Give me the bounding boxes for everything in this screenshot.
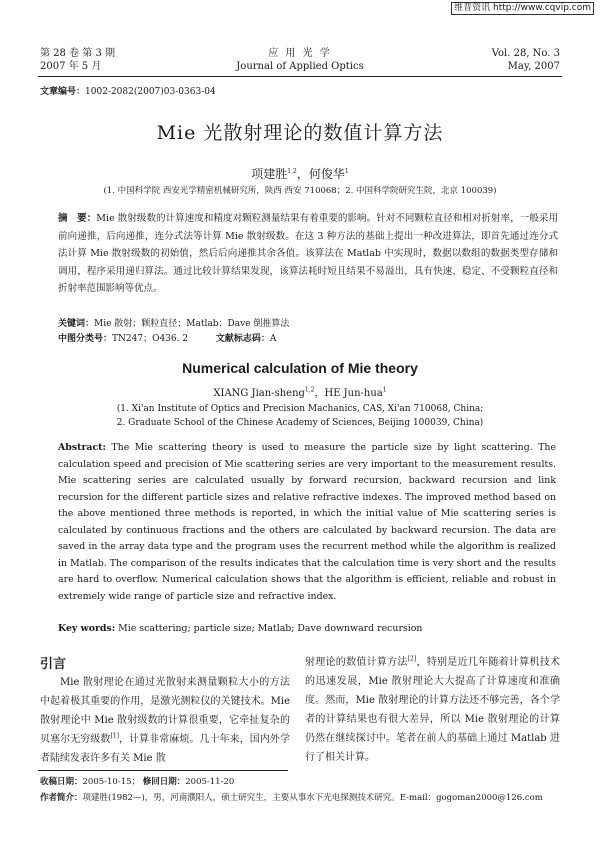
- bio-text: 项建胜(1982—)，男，河南濮阳人，硕士研究生，主要从事水下光电探测技术研究。E-mail：gogoman2000@126.com: [82, 793, 543, 803]
- abstract-cn-text: Mie 散射级数的计算速度和精度对颗粒测量结果有着重要的影响。针对不同颗粒直径和相对折射率，一般采用前向递推，后向递推，连分式法等计算 Mie 散射级数。在这 3 种方法的基础上提出一种改进算法，即首先通过连分式法计算 Mie 散射级数的初始值，然后后向递推其余各值。该算法在 Matlab 中实现时，数据以数组的数据类型存储和调用，程序采用递归算法。通过比较计算结果发现，该算法耗时短且结果不易溢出，具有快速、稳定、不受颗粒直径和折射率范围影响等优点。: [58, 213, 558, 294]
- author-separator: ，: [296, 167, 309, 181]
- intro-text: ，特别是近几年随着计算机技术的迅速发展，Mie 散射理论大大提高了计算速度和准确度。然而，Mie 散射理论的计算方法还不够完善，各个学者的计算结果也有很大差异，所以 Mie 散射理论的计算仍然在继续探讨中。笔者在前人的基础上通过 Matlab 进行了相关计算。: [305, 657, 561, 763]
- keywords-en: [58, 623, 556, 634]
- article-number-label: 文章编号：: [40, 87, 86, 97]
- affiliation-en-line: (1. Xi'an Institute of Optics and Precision Machanics, CAS, Xi'an 710068, China;: [116, 404, 484, 414]
- doc-code-label: 文献标志码：: [215, 334, 270, 344]
- journal-issue-info-en: [492, 47, 560, 73]
- keywords-cn-text: Mie 散射；颗粒直径；Matlab；Dave 倒推算法: [94, 319, 290, 329]
- clc-value: TN247；O436. 2: [112, 334, 189, 344]
- doc-code-value: A: [269, 334, 277, 344]
- authors-cn: [0, 165, 600, 182]
- abstract-en-label: Abstract:: [58, 442, 106, 453]
- intro-text: Mie 散射理论在通过光散射来测量颗粒大小的方法中起着极其重要的作用，是激光测粒仪的关键技术。Mie 散射理论中 Mie 散射级数的计算很重要，它牵扯复杂的贝塞尔无穷级数: [40, 677, 290, 745]
- affiliation-en-line: 2. Graduate School of the Chinese Academy of Sciences, Beijing 100039, China): [116, 418, 484, 428]
- intro-left-column: [40, 673, 290, 768]
- abstract-cn-label: 摘 要：: [58, 213, 97, 224]
- affiliation-en: [0, 402, 600, 430]
- date-cn: 2007 年 5 月: [40, 61, 102, 72]
- intro-right-column: [305, 653, 560, 767]
- date-en: May, 2007: [507, 61, 560, 72]
- abstract-cn: [58, 210, 558, 298]
- intro-text: 射理论的数值计算方法: [305, 657, 408, 668]
- journal-name-en: Journal of Applied Optics: [236, 61, 364, 72]
- author-name: 何俊华: [308, 167, 345, 181]
- abstract-en-text: The Mie scattering theory is used to measure the particle size by light scattering. The calculation speed and precision of Mie scattering series are very important to the measurement results. Mie scattering series are calculated usually by forward recursion, backward recursion and link recursion for the different particle sizes and relative refractive indexes. The improved method based on the above mentioned three methods is reported, in which the initial value of Mie scattering series is calculated by continuous fractions and the others are calculated by backward recursion. The data are saved in the array data type and the program uses the recurrent method while the algorithm is realized in Matlab. The comparison of the results indicates that the calculation time is very short and the results are hard to overflow. Numerical calculation shows that the algorithm is efficient, reliable and robust in extremely wide range of particle size and refractive index.: [58, 442, 556, 602]
- author-affil-mark: 1: [344, 168, 349, 175]
- received-dates: [40, 774, 234, 790]
- clc-label: 中图分类号：: [58, 334, 113, 344]
- author-affil-mark: 1: [382, 386, 387, 394]
- author-bio: [40, 790, 562, 806]
- author-name: XIANG Jian-sheng: [213, 388, 305, 399]
- header-rule: [38, 76, 562, 77]
- received-label: 收稿日期：: [40, 777, 83, 787]
- author-affil-mark: 1,2: [287, 168, 297, 175]
- revised-label: 修回日期：: [142, 777, 186, 787]
- volume-issue-cn: 第 28 卷 第 3 期: [40, 48, 115, 59]
- author-affil-mark: 1,2: [304, 386, 315, 394]
- authors-en: [0, 384, 600, 399]
- intro-text: ，计算非常麻烦。几十年来，国内外学者陆续发表许多有关 Mie 散: [40, 734, 290, 764]
- author-separator: ，: [314, 388, 325, 399]
- page-title-cn: Mie 光散射理论的数值计算方法: [156, 122, 444, 144]
- page-title-en: Numerical calculation of Mie theory: [182, 360, 418, 376]
- bio-label: 作者简介：: [40, 793, 83, 803]
- keywords-cn-label: 关键词：: [58, 319, 95, 329]
- citation: [1]: [110, 732, 119, 740]
- citation: [2]: [407, 655, 417, 663]
- article-number-value: 1002-2082(2007)03-0363-04: [85, 87, 216, 97]
- footnote-rule: [38, 770, 288, 771]
- revised-date: 2005-11-20: [185, 777, 235, 787]
- affiliation-cn: (1. 中国科学院 西安光学精密机械研究所，陕西 西安 710068；2. 中国科学院研究生院，北京 100039): [103, 186, 497, 196]
- author-name: HE Jun-hua: [324, 388, 383, 399]
- volume-issue-en: Vol. 28, No. 3: [491, 48, 560, 59]
- watermark: 维普资讯 http://www.cqvip.com: [451, 2, 594, 15]
- received-date: 2005-10-15；: [82, 777, 141, 787]
- article-number: [40, 86, 216, 98]
- keywords-cn: [58, 318, 289, 330]
- keywords-en-text: Mie scattering; particle size; Matlab; Dave downward recursion: [115, 623, 423, 634]
- section-heading-intro: 引言: [40, 657, 67, 672]
- author-name: 项建胜: [251, 167, 288, 181]
- abstract-en: [58, 440, 556, 605]
- keywords-en-label: Key words:: [58, 623, 116, 634]
- journal-name-cn: 应 用 光 学: [268, 48, 332, 59]
- classification-cn: [58, 333, 276, 345]
